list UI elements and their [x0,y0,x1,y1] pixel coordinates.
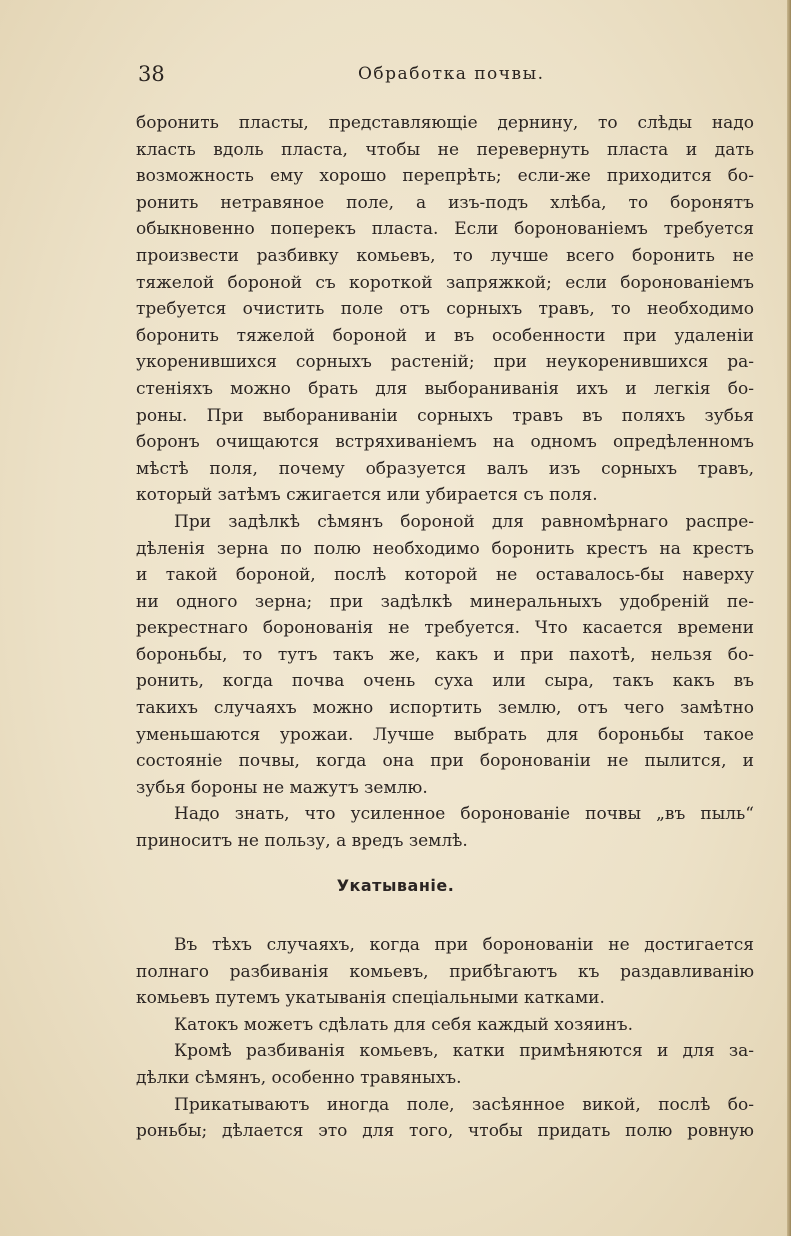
paragraph [136,509,754,802]
body-text-top [136,110,754,855]
text-line: При задѣлкѣ сѣмянъ бороной для равномѣрнаго распре- [174,511,754,532]
text-line: класть вдоль пласта, чтобы не перевернуть пласта и дать [136,139,754,160]
text-line: зубья бороны не мажутъ землю. [136,777,428,798]
body-text-bottom [136,932,754,1145]
paragraph [136,110,754,509]
text-line: такихъ случаяхъ можно испортить землю, отъ чего замѣтно [136,698,754,719]
text-line: ронить, когда почва очень суха или сыра, такъ какъ въ [136,671,754,692]
text-line: мѣстѣ поля, почему образуется валъ изъ сорныхъ травъ, [136,458,754,479]
page-number: 38 [138,62,165,86]
text-line: возможность ему хорошо перепрѣть; если-же приходится бо- [136,166,754,187]
text-line: бороньбы, то тутъ такъ же, какъ и при пахотѣ, нельзя бо- [136,644,754,665]
text-line: боронить тяжелой бороной и въ особенности при удаленіи [136,325,754,346]
page-edge [787,0,791,1236]
paragraph [136,1012,754,1039]
text-line: произвести разбивку комьевъ, то лучше всего боронить не [136,245,754,266]
paragraph [136,932,754,1012]
page-header [138,62,754,92]
text-line: Кромѣ разбиванія комьевъ, катки примѣняются и для за- [174,1041,754,1062]
text-line: уменьшаются урожаи. Лучше выбрать для бороньбы такое [136,724,754,745]
text-line: Прикатываютъ иногда поле, засѣянное викой, послѣ бо- [174,1094,754,1115]
text-line: ронить нетравяное поле, а изъ-подъ хлѣба, то боронятъ [136,192,754,213]
text-line: дѣленія зерна по полю необходимо боронить крестъ на крестъ [136,538,754,559]
running-head: Обработка почвы. [358,64,545,84]
text-line: рекрестнаго боронованія не требуется. Что касается времени [136,618,754,639]
text-line: роньбы; дѣлается это для того, чтобы придать полю ровную [136,1121,754,1142]
text-line: боронить пласты, представляющіе дернину, то слѣды надо [136,113,754,133]
text-line: приноситъ не пользу, а вредъ землѣ. [136,831,468,852]
text-line: состояніе почвы, когда она при боронованіи не пылится, и [136,751,754,772]
text-line: требуется очистить поле отъ сорныхъ травъ, то необходимо [136,299,754,320]
text-line: полнаго разбиванія комьевъ, прибѣгаютъ къ раздавливанію [136,961,754,982]
paragraph [136,801,754,854]
text-line: который затѣмъ сжигается или убирается съ поля. [136,485,598,506]
paragraph [136,1092,754,1145]
text-line: тяжелой бороной съ короткой запряжкой; если боронованіемъ [136,272,754,293]
text-line: Надо знать, что усиленное боронованіе почвы „въ пыль“ [174,804,754,825]
text-line: укоренившихся сорныхъ растеній; при неукоренившихся ра- [136,352,754,373]
text-line: Въ тѣхъ случаяхъ, когда при боронованіи не достигается [174,935,754,955]
text-line: комьевъ путемъ укатыванія спеціальными катками. [136,988,605,1009]
text-line: боронъ очищаются встряхиваніемъ на одномъ опредѣленномъ [136,432,754,453]
text-line: стеніяхъ можно брать для выбораниванія ихъ и легкія бо- [136,378,754,399]
section-heading: Укатываніе. [336,876,455,895]
text-line: ни одного зерна; при задѣлкѣ минеральныхъ удобреній пе- [136,591,754,612]
paragraph [136,1038,754,1091]
text-line: дѣлки сѣмянъ, особенно травяныхъ. [136,1067,462,1088]
text-line: обыкновенно поперекъ пласта. Если боронованіемъ требуется [136,219,754,240]
text-line: Катокъ можетъ сдѣлать для себя каждый хозяинъ. [174,1014,633,1035]
text-line: роны. При выбораниваніи сорныхъ травъ въ поляхъ зубья [136,405,754,426]
text-line: и такой бороной, послѣ которой не оставалось-бы наверху [136,565,754,586]
